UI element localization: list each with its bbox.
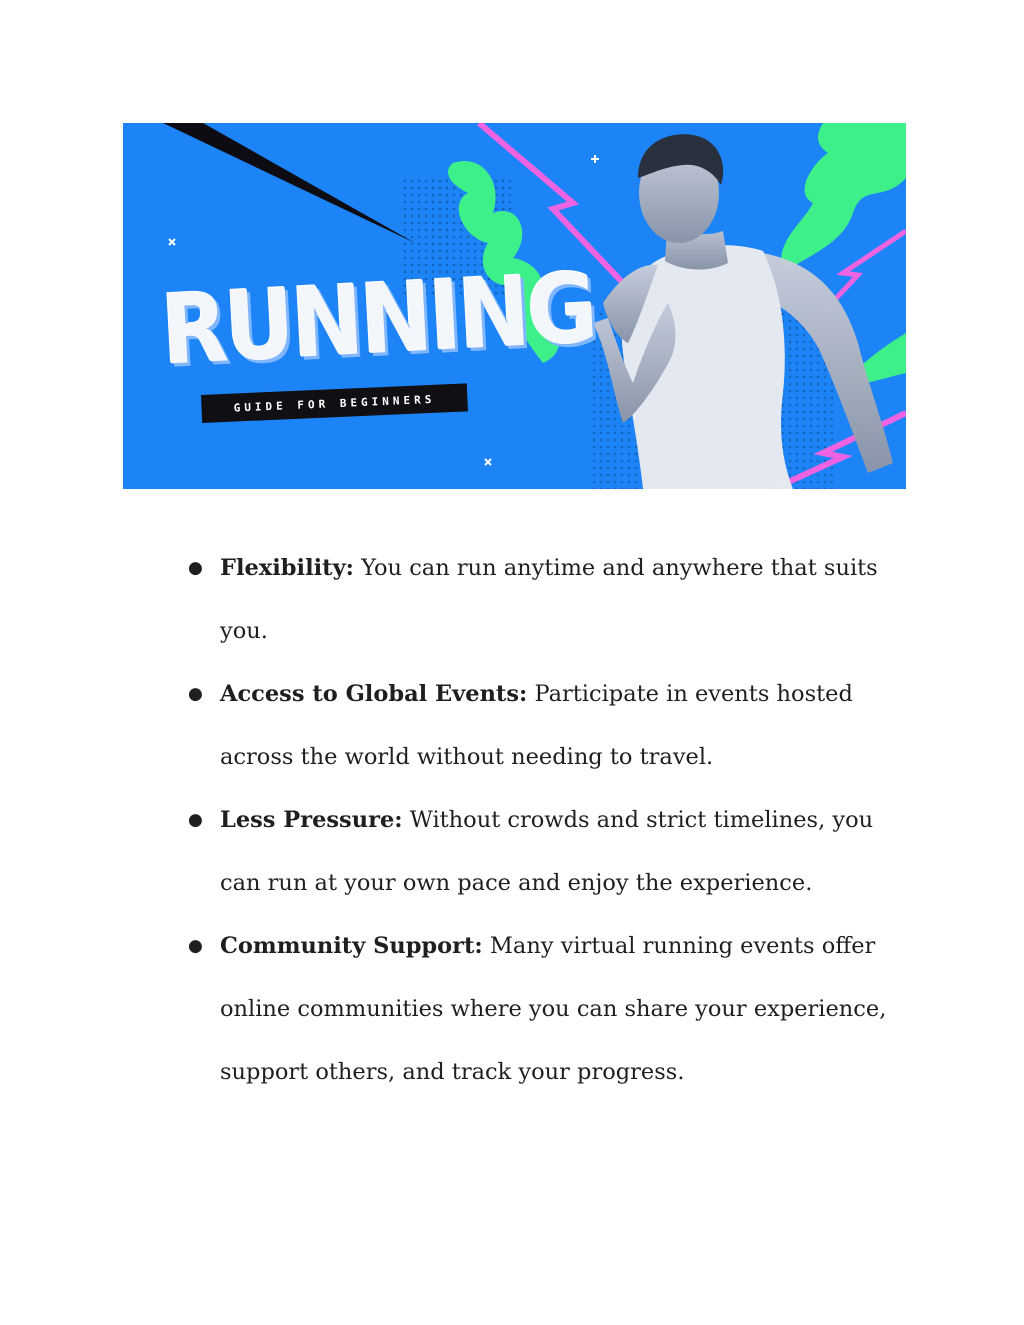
list-item-label: Flexibility: (220, 555, 354, 581)
list-item-text: Many virtual running events offer online communities where you can share your experience, support others, and track your progress. (220, 933, 887, 1085)
list-item-label: Less Pressure: (220, 807, 403, 833)
list-item (188, 537, 908, 663)
sparkle-icon (591, 155, 599, 163)
list-item-label: Community Support: (220, 933, 483, 959)
banner-tagline: GUIDE FOR BEGINNERS (233, 392, 436, 415)
cross-icon (169, 239, 175, 245)
list-item-text: You can run anytime and anywhere that suits you. (220, 555, 878, 644)
bullet-icon: ● (188, 684, 203, 704)
list-item-text: Without crowds and strict timelines, you can run at your own pace and enjoy the experience. (220, 807, 874, 896)
list-item (188, 915, 908, 1104)
benefits-list (188, 537, 908, 1104)
cross-icon (485, 459, 491, 465)
banner-title: RUNNING (158, 252, 598, 388)
list-item-text: Participate in events hosted across the world without needing to travel. (220, 681, 853, 770)
green-splash-shape (781, 123, 906, 273)
bullet-icon: ● (188, 810, 203, 830)
bullet-icon: ● (188, 558, 203, 578)
bullet-icon: ● (188, 936, 203, 956)
list-item-label: Access to Global Events: (220, 681, 528, 707)
hero-banner (123, 123, 906, 489)
list-item (188, 663, 908, 789)
black-slash-shape (163, 123, 415, 243)
list-item (188, 789, 908, 915)
